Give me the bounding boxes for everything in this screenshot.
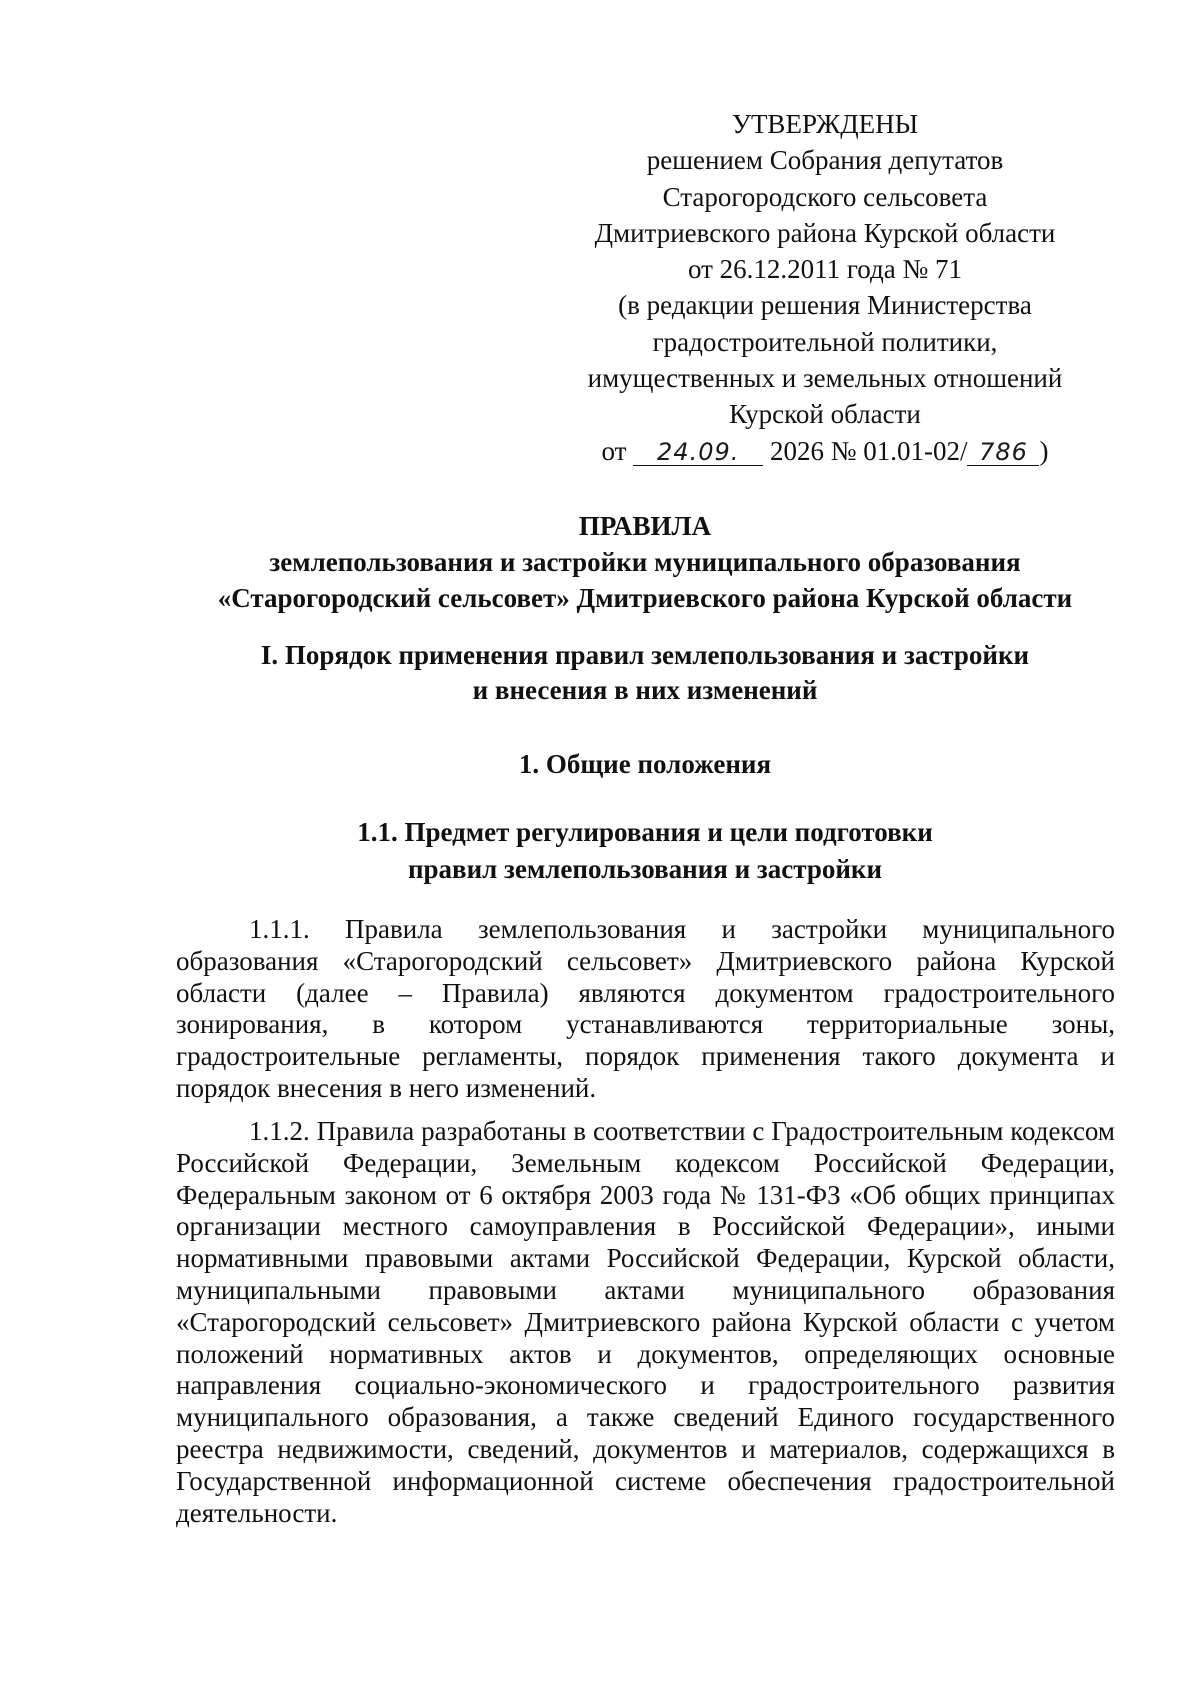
approval-title: УТВЕРЖДЕНЫ <box>731 109 919 139</box>
date-suffix: ) <box>1039 435 1049 466</box>
approval-line: Курской области <box>729 399 921 430</box>
handwritten-number: 786 <box>967 439 1039 466</box>
paragraph-1-1-2 <box>176 1116 1115 1529</box>
approval-line: Старогородского сельсовета <box>662 181 988 212</box>
section-heading-line: I. Порядок применения правил землепользования и застройки <box>260 640 1030 670</box>
subsection-heading-line: правил землепользования и застройки <box>407 854 883 884</box>
subtitle-line: «Старогородский сельсовет» Дмитриевского района Курской области <box>217 583 1073 613</box>
approval-line: решением Собрания депутатов <box>646 145 1004 176</box>
approval-line: имущественных и земельных отношений <box>587 363 1063 394</box>
handwritten-date: 24.09. <box>633 439 763 466</box>
approval-line: градостроительной политики, <box>652 326 998 357</box>
paragraph-1-1-1 <box>176 914 1115 1105</box>
section-heading <box>150 638 1140 708</box>
section-heading-line: и внесения в них изменений <box>472 675 818 705</box>
approval-line: (в редакции решения Министерства <box>618 290 1032 321</box>
date-middle: 2026 № 01.01-02/ <box>769 435 968 466</box>
approval-line: от 26.12.2011 года № 71 <box>687 254 963 285</box>
approval-date-line <box>555 433 1095 469</box>
paragraph-text: 1.1.1. Правила землепользования и застройки муниципального образования «Старогородский сельсовет» Дмитриевского района Курской области (далее – Правила) являются документом градостроительного зонирования, в котором устанавливаются территориальные зоны, градостроительные регламенты, порядок применения такого документа и порядок внесения в него изменений. <box>176 914 1115 1103</box>
subsection-heading-line: 1.1. Предмет регулирования и цели подготовки <box>357 817 933 847</box>
subsection-heading <box>150 814 1140 888</box>
document-subtitle <box>150 544 1140 616</box>
approval-line: Дмитриевского района Курской области <box>594 217 1056 248</box>
subtitle-line: землепользования и застройки муниципального образования <box>269 547 1021 577</box>
paragraph-text: 1.1.2. Правила разработаны в соответствии с Градостроительным кодексом Российской Федерации, Земельным кодексом Российской Федерации, Федеральным законом от 6 октября 2003 года № 131-ФЗ «Об общих принципах организации местного самоуправления в Российской Федерации», иными нормативными правовыми актами Российской Федерации, Курской области, муниципальными правовыми актами муниципального образования «Старогородский сельсовет» Дмитриевского района Курской области с учетом положений нормативных актов и документов, определяющих основные направления социально-экономического и градостроительного развития муниципального образования, а также сведений Единого государственного реестра недвижимости, сведений, документов и материалов, содержащихся в Государственной информационной системе обеспечения градостроительной деятельности. <box>176 1116 1115 1528</box>
date-prefix: от <box>601 435 627 466</box>
chapter-heading: 1. Общие положения <box>518 749 772 779</box>
document-title: ПРАВИЛА <box>578 511 712 541</box>
approval-stamp-block <box>555 106 1095 469</box>
